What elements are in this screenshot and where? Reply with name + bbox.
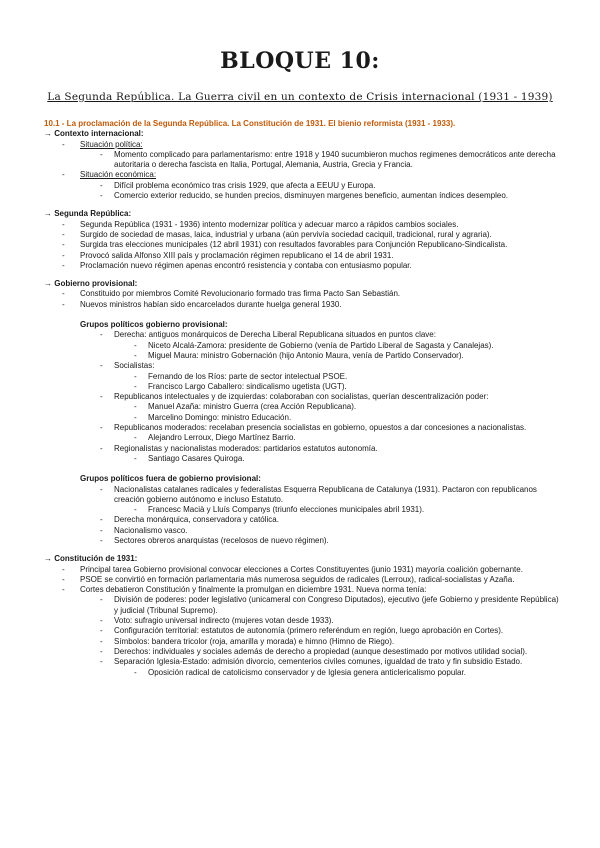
list-item: - Fernando de los Ríos: parte de sector intelectual PSOE. xyxy=(134,371,348,381)
politica-label: Situación política: xyxy=(80,139,143,149)
page-title: BLOQUE 10: xyxy=(220,48,380,74)
list-item: - Nacionalismo vasco. xyxy=(100,525,188,535)
list-item: - Nacionalistas catalanes radicales y federalistas Esquerra Republicana de Catalunya (1931). Pactaron con republicanos creación gobierno autónomo e incluso Estatuto. xyxy=(100,484,537,504)
list-item: - Momento complicado para parlamentarismo: entre 1918 y 1940 sucumbieron muchos regimenes democráticos ante derecha autoritaria o derecha fascista en Italia, Portugal, Alemania, Austria, Grecia y Francia. xyxy=(100,149,556,170)
economica-label: Situación económica: xyxy=(80,170,157,180)
list-item: - Regionalistas y nacionalistas moderados: partidarios estatutos autonomía. xyxy=(100,443,378,453)
list-item: - Separación Iglesia-Estado: admisión divorcio, cementerios civiles comunes, igualdad de trato y fin subsidio Estado. xyxy=(100,657,523,667)
list-item: - Difícil problema económico tras crisis 1929, que afecta a EEUU y Europa. xyxy=(100,180,376,190)
list-item: - Santiago Casares Quiroga. xyxy=(134,453,245,463)
page-subtitle: La Segunda República. La Guerra civil en un contexto de Crisis internacional (1931 - 1939) xyxy=(47,91,553,103)
list-item: - Niceto Alcalá-Zamora: presidente de Gobierno (venía de Partido Liberal de Sagasta y Canalejas). xyxy=(134,340,494,350)
list-item: - Miguel Maura: ministro Gobernación (hijo Antonio Maura, venía de Partido Conservador). xyxy=(134,350,464,360)
list-item: - Francisco Largo Caballero: sindicalismo ugetista (UGT). xyxy=(134,381,347,391)
list-item: - Derecha monárquica, conservadora y católica. xyxy=(100,515,279,525)
list-item: - Segunda República (1931 - 1936) intento modernizar política y adecuar marco a rápidos cambios sociales. xyxy=(62,219,459,229)
grupos-dentro-heading: Grupos políticos gobierno provisional: xyxy=(80,320,228,330)
list-item: - Proclamación nuevo régimen apenas encontró resistencia y contaba con entusiasmo popular. xyxy=(62,260,412,270)
gobierno-heading: → Gobierno provisional: xyxy=(44,279,138,289)
list-item: - Constituido por miembros Comité Revolucionario formado tras firma Pacto San Sebastián. xyxy=(62,289,401,299)
list-item: - Provocó salida Alfonso XIII país y proclamación régimen republicano el 14 de abril 1931. xyxy=(62,250,394,260)
list-item: - División de poderes: poder legislativo (unicameral con Congreso Diputados), ejecutivo (jefe Gobierno y presidente República) y judicial (Tribunal Supremo). xyxy=(100,595,559,615)
list-item: - Surgido de sociedad de masas, laica, industrial y urbana (aún pervivía sociedad caciquil, tradicional, rural y agraria). xyxy=(62,229,492,239)
constitucion-heading: → Constitución de 1931: xyxy=(44,554,138,564)
list-item: - Situación económica: xyxy=(62,170,157,180)
list-item: - Situación política: xyxy=(62,139,143,149)
list-item: - Republicanos moderados: recelaban presencia socialistas en gobierno, opuestos a dar concesiones a nacionalistas. xyxy=(100,423,527,433)
grupos-fuera-heading: Grupos políticos fuera de gobierno provisional: xyxy=(80,474,261,484)
document-body xyxy=(44,119,564,678)
list-item: - Oposición radical de catolicismo conservador y de Iglesia genera anticlericalismo popular. xyxy=(134,667,466,677)
list-item: - PSOE se convirtió en formación parlamentaria más numerosa seguidos de radicales (Lerroux), radical-socialistas y Azaña. xyxy=(62,574,515,584)
list-item: - Francesc Macià y Lluís Companys (triunfo elecciones municipales abril 1931). xyxy=(134,505,425,515)
segunda-heading: → Segunda República: xyxy=(44,209,132,219)
list-item: - Nuevos ministros habían sido encarcelados durante huelga general 1930. xyxy=(62,299,342,309)
list-item: - Principal tarea Gobierno provisional convocar elecciones a Cortes Constituyentes (junio 1931) mayoría coalición gobernante. xyxy=(62,564,523,574)
list-item: - Marcelino Domingo: ministro Educación. xyxy=(134,412,292,422)
list-item: - Cortes debatieron Constitución y finalmente la promulgan en diciembre 1931. Nueva norma tenía: xyxy=(62,585,427,595)
contexto-heading: → Contexto internacional: xyxy=(44,129,144,139)
list-item: - Republicanos intelectuales y de izquierdas: colaboraban con socialistas, querían descentralización poder: xyxy=(100,392,489,402)
list-item: - Alejandro Lerroux, Diego Martínez Barrio. xyxy=(134,433,296,443)
list-item: - Surgida tras elecciones municipales (12 abril 1931) con resultados favorables para Conjunción Republicano-Sindicalista. xyxy=(62,240,508,250)
list-item: - Sectores obreros anarquistas (recelosos de nuevo régimen). xyxy=(100,535,329,545)
list-item: - Comercio exterior reducido, se hunden precios, disminuyen margenes beneficio, aumentan índices desempleo. xyxy=(100,191,508,201)
list-item: - Derecha: antiguos monárquicos de Derecha Liberal Republicana situados en puntos clave: xyxy=(100,330,436,340)
list-item: - Manuel Azaña: ministro Guerra (crea Acción Republicana). xyxy=(134,402,357,412)
list-item: - Derechos: individuales y sociales además de derecho a propiedad (aunque desestimado por motivos utilidad social). xyxy=(100,646,528,656)
list-item: - Configuración territorial: estatutos de autonomía (primero referéndum en región, luego aprobación en Cortes). xyxy=(100,626,504,636)
section-title: 10.1 - La proclamación de la Segunda República. La Constitución de 1931. El bienio reformista (1931 - 1933). xyxy=(44,119,456,128)
list-item: - Socialistas: xyxy=(100,361,155,371)
list-item: - Voto: sufragio universal indirecto (mujeres votan desde 1933). xyxy=(100,616,334,626)
list-item: - Símbolos: bandera tricolor (roja, amarilla y morada) e himno (Himno de Riego). xyxy=(100,636,395,646)
